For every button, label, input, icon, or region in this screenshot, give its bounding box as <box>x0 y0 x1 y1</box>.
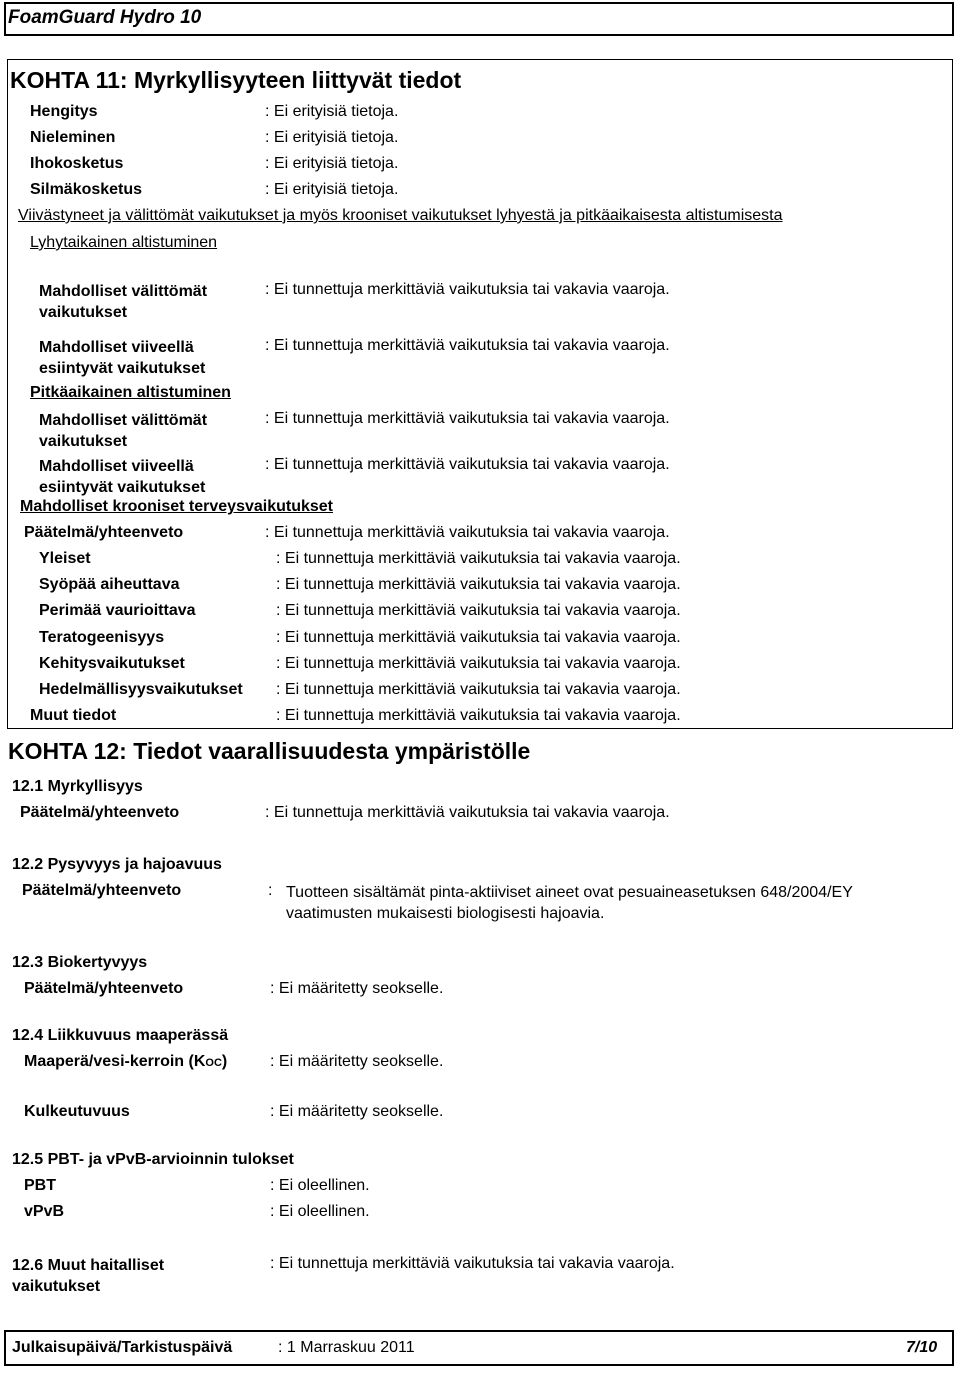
delayed-effects-heading: Viivästyneet ja välittömät vaikutukset ja myös krooniset vaikutukset lyhyestä ja pitkäaikaisesta altistumisesta <box>18 207 783 224</box>
s122-value: Tuotteen sisältämät pinta-aktiiviset aineet ovat pesuaineasetuksen 648/2004/EY vaatimusten mukaisesti biologisesti hajoavia. <box>286 884 853 922</box>
chronic-summary-label: Päätelmä/yhteenveto <box>24 524 184 541</box>
exposure-label: Silmäkosketus <box>30 181 143 198</box>
short-term-heading: Lyhytaikainen altistuminen <box>30 234 218 251</box>
s126-value: : Ei tunnettuja merkittäviä vaikutuksia tai vakavia vaaroja. <box>270 1255 675 1272</box>
long-immediate-label: Mahdolliset välittömät vaikutukset <box>39 412 208 450</box>
chronic-item-label: Hedelmällisyysvaikutukset <box>39 681 243 698</box>
koc-label: Maaperä/vesi-kerroin (KOC) <box>24 1053 228 1070</box>
section-11-title: KOHTA 11: Myrkyllisyyteen liittyvät tiedot <box>10 67 462 93</box>
short-immediate-value: : Ei tunnettuja merkittäviä vaikutuksia tai vakavia vaaroja. <box>265 281 670 298</box>
long-term-heading: Pitkäaikainen altistuminen <box>30 384 231 401</box>
exposure-label: Nieleminen <box>30 129 116 146</box>
exposure-value: : Ei erityisiä tietoja. <box>265 181 399 198</box>
page-number: 7/10 <box>906 1339 938 1356</box>
chronic-item-value: : Ei tunnettuja merkittäviä vaikutuksia tai vakavia vaaroja. <box>276 550 681 567</box>
pbt-label: PBT <box>24 1177 56 1194</box>
mobility-value: : Ei määritetty seokselle. <box>270 1103 444 1120</box>
footer-date: : 1 Marraskuu 2011 <box>278 1339 415 1356</box>
long-immediate-value: : Ei tunnettuja merkittäviä vaikutuksia tai vakavia vaaroja. <box>265 410 670 427</box>
footer-date-label: Julkaisupäivä/Tarkistuspäivä <box>12 1339 233 1356</box>
chronic-item-value: : Ei tunnettuja merkittäviä vaikutuksia tai vakavia vaaroja. <box>276 681 681 698</box>
s123-heading: 12.3 Biokertyvyys <box>12 954 148 971</box>
exposure-value: : Ei erityisiä tietoja. <box>265 103 399 120</box>
exposure-value: : Ei erityisiä tietoja. <box>265 129 399 146</box>
s123-value: : Ei määritetty seokselle. <box>270 980 444 997</box>
s122-colon: : <box>268 882 273 899</box>
s121-heading: 12.1 Myrkyllisyys <box>12 778 143 795</box>
exposure-value: : Ei erityisiä tietoja. <box>265 155 399 172</box>
s121-value: : Ei tunnettuja merkittäviä vaikutuksia tai vakavia vaaroja. <box>265 804 670 821</box>
chronic-item-label: Kehitysvaikutukset <box>39 655 185 672</box>
s123-label: Päätelmä/yhteenveto <box>24 980 184 997</box>
s124-heading: 12.4 Liikkuvuus maaperässä <box>12 1027 229 1044</box>
chronic-item-label: Syöpää aiheuttava <box>39 576 180 593</box>
chronic-item-value: : Ei tunnettuja merkittäviä vaikutuksia tai vakavia vaaroja. <box>276 576 681 593</box>
mobility-label: Kulkeutuvuus <box>24 1103 130 1120</box>
chronic-heading: Mahdolliset krooniset terveysvaikutukset <box>20 498 333 515</box>
s126-heading: 12.6 Muut haitalliset vaikutukset <box>12 1257 165 1295</box>
vpvb-value: : Ei oleellinen. <box>270 1203 370 1220</box>
vpvb-label: vPvB <box>24 1203 65 1220</box>
short-delayed-label: Mahdolliset viiveellä esiintyvät vaikutukset <box>39 339 206 377</box>
chronic-item-value: : Ei tunnettuja merkittäviä vaikutuksia tai vakavia vaaroja. <box>276 602 681 619</box>
product-name: FoamGuard Hydro 10 <box>8 7 202 28</box>
chronic-item-label: Teratogeenisyys <box>39 629 165 646</box>
chronic-item-label: Perimää vaurioittava <box>39 602 196 619</box>
koc-value: : Ei määritetty seokselle. <box>270 1053 444 1070</box>
chronic-item-value: : Ei tunnettuja merkittäviä vaikutuksia tai vakavia vaaroja. <box>276 655 681 672</box>
s122-label: Päätelmä/yhteenveto <box>22 882 182 899</box>
section-12-title: KOHTA 12: Tiedot vaarallisuudesta ympäristölle <box>8 738 531 764</box>
chronic-item-label: Yleiset <box>39 550 91 567</box>
other-info-label: Muut tiedot <box>30 707 117 724</box>
pbt-value: : Ei oleellinen. <box>270 1177 370 1194</box>
long-delayed-value: : Ei tunnettuja merkittäviä vaikutuksia tai vakavia vaaroja. <box>265 456 670 473</box>
s121-label: Päätelmä/yhteenveto <box>20 804 180 821</box>
s122-heading: 12.2 Pysyvyys ja hajoavuus <box>12 856 222 873</box>
chronic-summary-value: : Ei tunnettuja merkittäviä vaikutuksia tai vakavia vaaroja. <box>265 524 670 541</box>
s125-heading: 12.5 PBT- ja vPvB-arvioinnin tulokset <box>12 1151 294 1168</box>
long-delayed-label: Mahdolliset viiveellä esiintyvät vaikutukset <box>39 458 206 496</box>
exposure-label: Ihokosketus <box>30 155 124 172</box>
other-info-value: : Ei tunnettuja merkittäviä vaikutuksia tai vakavia vaaroja. <box>276 707 681 724</box>
chronic-item-value: : Ei tunnettuja merkittäviä vaikutuksia tai vakavia vaaroja. <box>276 629 681 646</box>
short-immediate-label: Mahdolliset välittömät vaikutukset <box>39 283 208 321</box>
short-delayed-value: : Ei tunnettuja merkittäviä vaikutuksia tai vakavia vaaroja. <box>265 337 670 354</box>
exposure-label: Hengitys <box>30 103 98 120</box>
